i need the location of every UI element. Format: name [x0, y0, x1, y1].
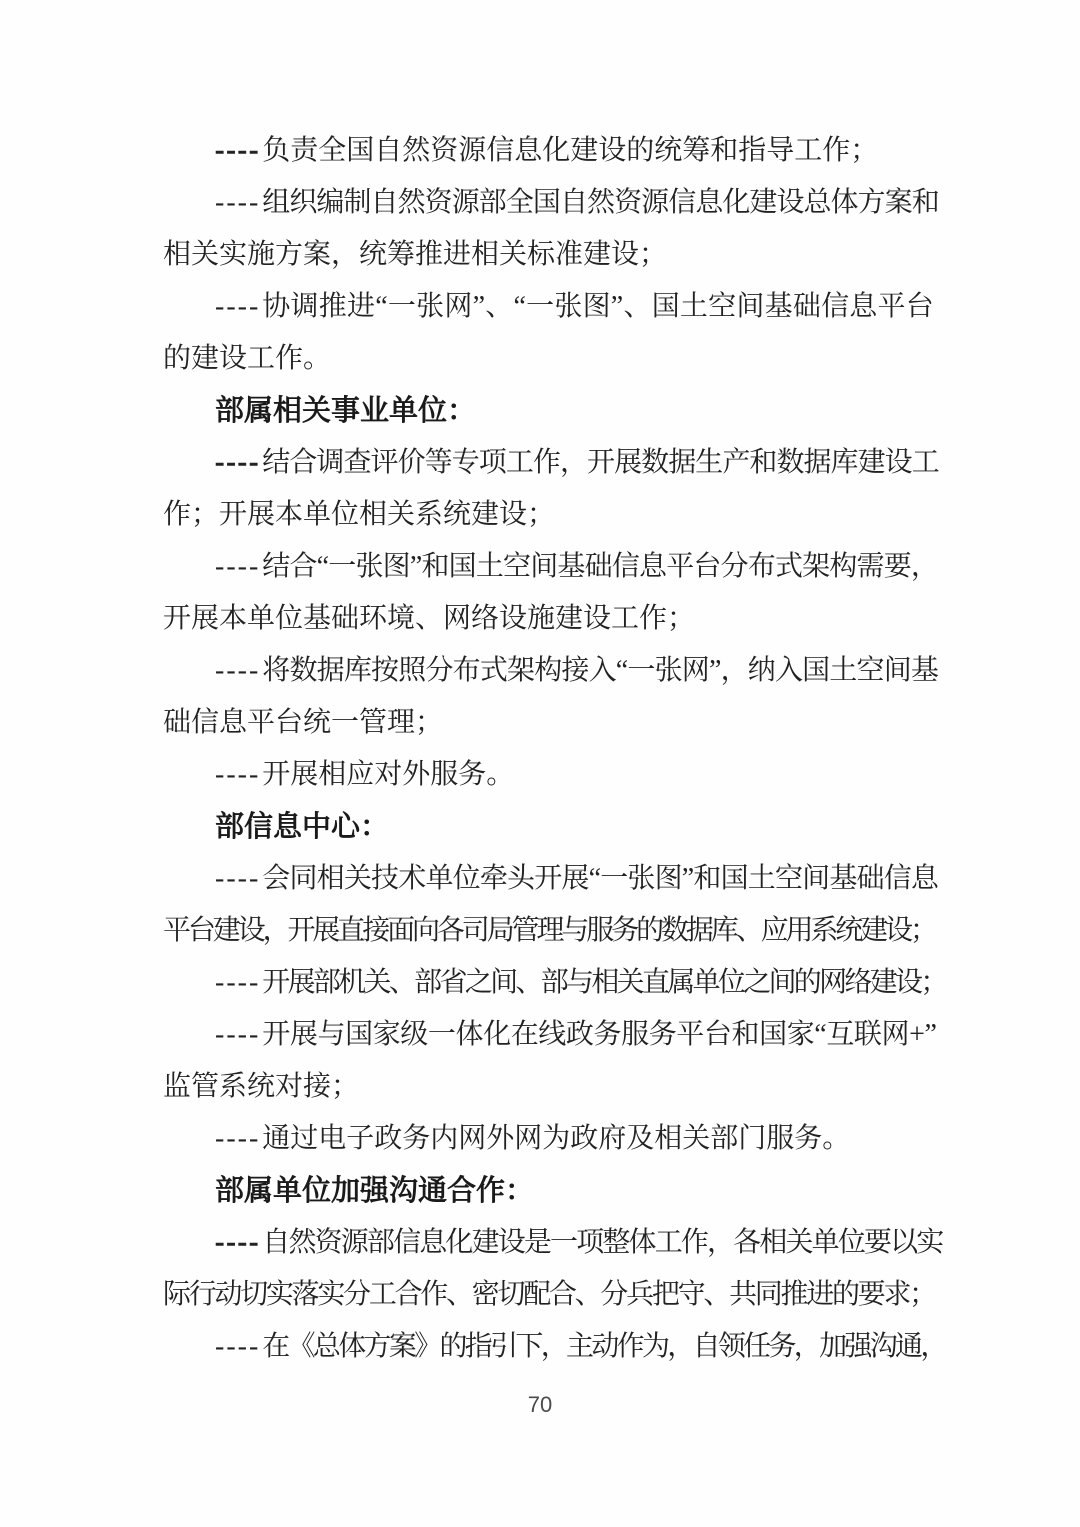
line-text: 部属单位加强沟通合作：: [215, 1175, 535, 1207]
paragraph-dash: ----: [215, 863, 261, 894]
text-line: [163, 1113, 935, 1165]
line-text: 础信息平台统一管理；: [163, 707, 444, 738]
paragraph: [163, 437, 939, 541]
line-content: [215, 125, 878, 177]
section-heading: [163, 385, 935, 437]
paragraph-dash: ----: [215, 135, 261, 166]
line-text: 结合“一张图”和国土空间基础信息平台分布式架构需要，: [262, 551, 939, 582]
text-line: [163, 905, 935, 957]
line-content: [215, 1165, 534, 1217]
line-content: [215, 645, 938, 697]
text-line: [163, 957, 946, 1009]
line-content: [215, 853, 938, 905]
line-content: [215, 281, 934, 333]
line-content: [163, 229, 667, 281]
line-text: 结合调查评价等专项工作，开展数据生产和数据库建设工: [262, 447, 939, 478]
page-number: 70: [527, 1392, 553, 1417]
line-content: [163, 1061, 359, 1113]
line-text: 组织编制自然资源部全国自然资源信息化建设总体方案和: [262, 187, 939, 218]
paragraph: [163, 177, 939, 281]
text-line: [163, 437, 939, 489]
paragraph-dash: ----: [215, 1019, 261, 1050]
line-content: [215, 1321, 946, 1373]
text-line: [163, 1061, 935, 1113]
text-line: [163, 489, 935, 541]
line-text: 开展部机关、部省之间、部与相关直属单位之间的网络建设；: [262, 967, 946, 998]
paragraph: [163, 1009, 935, 1113]
paragraph: [163, 645, 939, 749]
line-content: [215, 1217, 942, 1269]
text-line: [163, 1217, 943, 1269]
paragraph-dash: ----: [215, 551, 261, 582]
line-text: 通过电子政务内网外网为政府及相关部门服务。: [262, 1123, 851, 1154]
text-line: [163, 1009, 935, 1061]
line-text: 会同相关技术单位牵头开展“一张图”和国土空间基础信息: [262, 863, 939, 894]
heading-line: [163, 1165, 935, 1217]
text-line: [163, 1321, 946, 1373]
paragraph-dash: ----: [215, 1227, 261, 1258]
line-text: 作；开展本单位相关系统建设；: [163, 499, 556, 530]
line-content: [215, 541, 938, 593]
paragraph: [163, 957, 946, 1009]
line-content: [163, 905, 935, 957]
line-content: [163, 593, 695, 645]
line-content: [215, 437, 939, 489]
line-content: [163, 697, 443, 749]
text-line: [163, 645, 939, 697]
heading-line: [163, 801, 935, 853]
document-body: [163, 125, 946, 1373]
line-text: 部信息中心：: [215, 811, 390, 843]
line-text: 开展本单位基础环境、网络设施建设工作；: [163, 603, 696, 634]
paragraph: [163, 125, 935, 177]
line-content: [163, 1269, 935, 1321]
text-line: [163, 177, 939, 229]
paragraph-dash: ----: [215, 655, 261, 686]
heading-line: [163, 385, 935, 437]
paragraph-dash: ----: [215, 1331, 261, 1362]
line-content: [163, 333, 331, 385]
line-text: 的建设工作。: [163, 343, 332, 374]
text-line: [163, 333, 935, 385]
line-content: [215, 749, 514, 801]
line-text: 开展与国家级一体化在线政务服务平台和国家“互联网+”: [262, 1019, 937, 1050]
line-content: [215, 1009, 937, 1061]
text-line: [163, 697, 935, 749]
paragraph: [163, 1217, 943, 1321]
line-text: 际行动切实落实分工合作、密切配合、分兵把守、共同推进的要求；: [163, 1279, 935, 1310]
paragraph-dash: ----: [215, 1123, 261, 1154]
paragraph-dash: ----: [215, 447, 261, 478]
text-line: [163, 229, 935, 281]
paragraph: [163, 1321, 946, 1373]
line-content: [215, 801, 389, 853]
line-text: 部属相关事业单位：: [215, 395, 477, 427]
paragraph: [163, 749, 935, 801]
paragraph-dash: ----: [215, 759, 261, 790]
line-text: 平台建设，开展直接面向各司局管理与服务的数据库、应用系统建设；: [163, 915, 935, 946]
paragraph: [163, 1113, 935, 1165]
paragraph-dash: ----: [215, 291, 261, 322]
line-text: 在《总体方案》的指引下，主动作为，自领任务，加强沟通，: [262, 1331, 946, 1362]
paragraph-dash: ----: [215, 187, 261, 218]
line-text: 监管系统对接；: [163, 1071, 360, 1102]
line-content: [215, 957, 946, 1009]
paragraph: [163, 853, 939, 957]
line-content: [215, 177, 939, 229]
line-text: 开展相应对外服务。: [262, 759, 515, 790]
line-text: 协调推进“一张网”、“一张图”、国土空间基础信息平台: [262, 291, 934, 322]
line-content: [215, 385, 476, 437]
line-content: [163, 489, 555, 541]
paragraph: [163, 541, 939, 645]
text-line: [163, 749, 935, 801]
text-line: [163, 281, 935, 333]
line-text: 自然资源部信息化建设是一项整体工作，各相关单位要以实: [262, 1227, 943, 1258]
line-content: [215, 1113, 850, 1165]
text-line: [163, 125, 935, 177]
text-line: [163, 593, 935, 645]
text-line: [163, 1269, 935, 1321]
text-line: [163, 541, 939, 593]
section-heading: [163, 1165, 935, 1217]
text-line: [163, 853, 939, 905]
line-text: 负责全国自然资源信息化建设的统筹和指导工作；: [262, 135, 879, 166]
paragraph-dash: ----: [215, 967, 261, 998]
section-heading: [163, 801, 935, 853]
line-text: 将数据库按照分布式架构接入“一张网”，纳入国土空间基: [262, 655, 939, 686]
line-text: 相关实施方案，统筹推进相关标准建设；: [163, 239, 668, 270]
paragraph: [163, 281, 935, 385]
